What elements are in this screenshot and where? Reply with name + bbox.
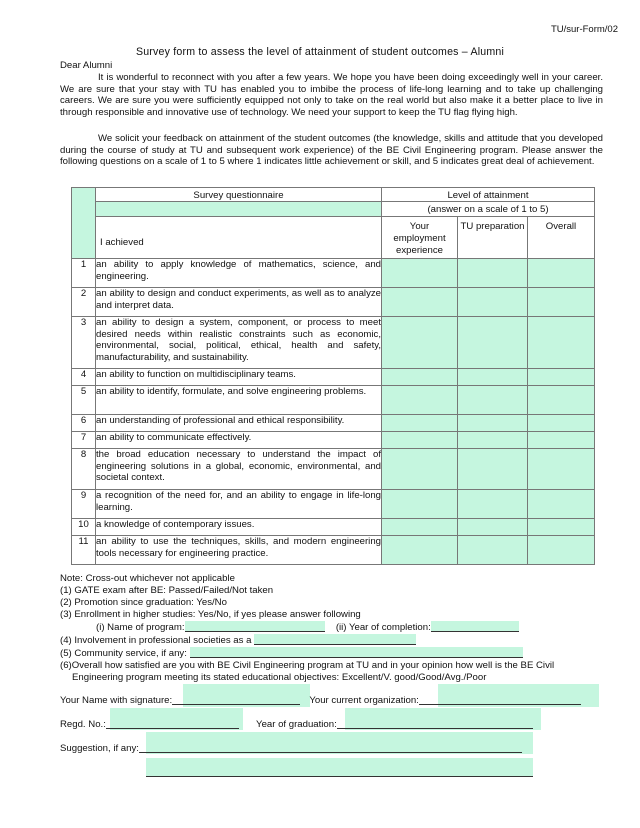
row-number: 5 bbox=[72, 386, 96, 415]
rating-overall[interactable] bbox=[528, 490, 595, 519]
rating-employment[interactable] bbox=[382, 490, 458, 519]
rating-overall[interactable] bbox=[528, 415, 595, 432]
col-overall: Overall bbox=[528, 217, 595, 259]
table-row bbox=[72, 415, 595, 432]
rating-tu[interactable] bbox=[458, 432, 528, 449]
rating-employment[interactable] bbox=[382, 369, 458, 386]
societies-label: (4) Involvement in professional societies as a bbox=[60, 635, 252, 646]
rating-employment[interactable] bbox=[382, 536, 458, 565]
notes-section bbox=[60, 573, 610, 684]
org-label: Your current organization: bbox=[309, 695, 419, 706]
rating-tu[interactable] bbox=[458, 449, 528, 490]
societies-line bbox=[60, 634, 610, 647]
table-corner bbox=[72, 188, 96, 259]
suggestion-label: Suggestion, if any: bbox=[60, 743, 139, 754]
row-number: 6 bbox=[72, 415, 96, 432]
grad-label: Year of graduation: bbox=[256, 719, 337, 730]
name-label: Your Name with signature: bbox=[60, 695, 173, 706]
table-row bbox=[72, 369, 595, 386]
rating-overall[interactable] bbox=[528, 317, 595, 369]
rating-tu[interactable] bbox=[458, 317, 528, 369]
row-question: an ability to apply knowledge of mathematics, science, and engineering. bbox=[96, 259, 382, 288]
rating-employment[interactable] bbox=[382, 386, 458, 415]
rating-tu[interactable] bbox=[458, 536, 528, 565]
row-number: 11 bbox=[72, 536, 96, 565]
rating-tu[interactable] bbox=[458, 369, 528, 386]
note-cross-out: Note: Cross-out whichever not applicable bbox=[60, 573, 235, 584]
row-question: an ability to use the techniques, skills, and modern engineering tools necessary for engineering practice. bbox=[96, 536, 382, 565]
row-number: 1 bbox=[72, 259, 96, 288]
col-tu: TU preparation bbox=[458, 217, 528, 259]
note-satisfied-2: Engineering program meeting its stated educational objectives: Excellent/V. good/Good/Avg./Poor bbox=[72, 672, 487, 683]
rating-employment[interactable] bbox=[382, 259, 458, 288]
rating-employment[interactable] bbox=[382, 519, 458, 536]
row-number: 3 bbox=[72, 317, 96, 369]
rating-tu[interactable] bbox=[458, 288, 528, 317]
name-line bbox=[60, 694, 581, 706]
col-employment: Your employment experience bbox=[382, 217, 458, 259]
row-question: an ability to design and conduct experiments, as well as to analyze and interpret data. bbox=[96, 288, 382, 317]
regd-input[interactable] bbox=[106, 718, 239, 729]
rating-tu[interactable] bbox=[458, 415, 528, 432]
intro-paragraph-2: We solicit your feedback on attainment of the student outcomes (the knowledge, skills and attitude that you developed during the course of study at TU and subsequent work experience) of the BE Civil Engineering program. Please answer the following questions on a scale of 1 to 5 where 1 indicates little achievement or skill, and 5 indicates great deal of achievement. bbox=[60, 133, 603, 168]
table-row bbox=[72, 386, 595, 415]
row-question: an ability to identify, formulate, and solve engineering problems. bbox=[96, 386, 382, 415]
header-scale: (answer on a scale of 1 to 5) bbox=[382, 202, 595, 217]
row-number: 10 bbox=[72, 519, 96, 536]
row-question: an ability to design a system, component, or process to meet desired needs within realistic constraints such as economic, environmental, social, political, ethical, health and safety, manufacturability, and sustainability. bbox=[96, 317, 382, 369]
rating-employment[interactable] bbox=[382, 317, 458, 369]
rating-employment[interactable] bbox=[382, 432, 458, 449]
rating-overall[interactable] bbox=[528, 449, 595, 490]
rating-employment[interactable] bbox=[382, 415, 458, 432]
name-input[interactable] bbox=[172, 694, 300, 705]
year-completion-input[interactable] bbox=[431, 621, 519, 632]
table-row bbox=[72, 519, 595, 536]
year-completion-label: (ii) Year of completion: bbox=[335, 622, 431, 633]
table-row bbox=[72, 432, 595, 449]
header-questionnaire-fill bbox=[96, 202, 382, 217]
community-input[interactable] bbox=[190, 647, 523, 658]
rating-employment[interactable] bbox=[382, 288, 458, 317]
rating-overall[interactable] bbox=[528, 259, 595, 288]
note-satisfied-1: (6)Overall how satisfied are you with BE Civil Engineering program at TU and in your opinion how well is the BE Civil bbox=[60, 660, 555, 671]
header-level: Level of attainment bbox=[382, 188, 595, 202]
rating-tu[interactable] bbox=[458, 259, 528, 288]
rating-tu[interactable] bbox=[458, 386, 528, 415]
community-label: (5) Community service, if any: bbox=[60, 648, 187, 659]
note-gate: (1) GATE exam after BE: Passed/Failed/Not taken bbox=[60, 585, 274, 596]
row-label: I achieved bbox=[96, 217, 382, 259]
rating-employment[interactable] bbox=[382, 449, 458, 490]
row-number: 8 bbox=[72, 449, 96, 490]
suggestion-input[interactable] bbox=[139, 742, 522, 753]
table-row bbox=[72, 449, 595, 490]
community-line bbox=[60, 647, 610, 660]
table-row bbox=[72, 490, 595, 519]
note-promotion: (2) Promotion since graduation: Yes/No bbox=[60, 597, 227, 608]
suggestion-input-2[interactable] bbox=[146, 758, 533, 777]
table-row bbox=[72, 259, 595, 288]
org-input[interactable] bbox=[419, 694, 581, 705]
form-code: TU/sur-Form/02 bbox=[550, 24, 618, 35]
row-question: a recognition of the need for, and an ability to engage in life-long learning. bbox=[96, 490, 382, 519]
grad-input[interactable] bbox=[337, 718, 533, 729]
societies-input[interactable] bbox=[254, 634, 416, 645]
greeting: Dear Alumni bbox=[60, 60, 113, 71]
row-question: an ability to function on multidisciplinary teams. bbox=[96, 369, 382, 386]
row-number: 4 bbox=[72, 369, 96, 386]
header-questionnaire: Survey questionnaire bbox=[96, 188, 382, 202]
row-question: an understanding of professional and ethical responsibility. bbox=[96, 415, 382, 432]
rating-overall[interactable] bbox=[528, 432, 595, 449]
rating-overall[interactable] bbox=[528, 519, 595, 536]
program-line bbox=[60, 621, 610, 634]
program-name-label: (i) Name of program: bbox=[96, 622, 185, 633]
program-name-input[interactable] bbox=[185, 621, 325, 632]
suggestion-line bbox=[60, 742, 522, 754]
table-row bbox=[72, 288, 595, 317]
rating-tu[interactable] bbox=[458, 490, 528, 519]
note-higher-studies: (3) Enrollment in higher studies: Yes/No, if yes please answer following bbox=[60, 609, 361, 620]
row-number: 7 bbox=[72, 432, 96, 449]
rating-overall[interactable] bbox=[528, 386, 595, 415]
row-number: 2 bbox=[72, 288, 96, 317]
rating-overall[interactable] bbox=[528, 369, 595, 386]
table-row bbox=[72, 536, 595, 565]
survey-table bbox=[71, 187, 595, 565]
rating-overall[interactable] bbox=[528, 536, 595, 565]
regd-label: Regd. No.: bbox=[60, 719, 106, 730]
rating-tu[interactable] bbox=[458, 519, 528, 536]
intro-paragraph-1: It is wonderful to reconnect with you after a few years. We hope you have been doing exceedingly well in your career. We are sure that your stay with TU has enabled you to imbibe the process of life-long learning and to take up challenging careers. We are sure you were sufficiently equipped not only to take on the real world but also make it a better place to live in through responsible and innovative use of technology. We need your support to keep the TU flag flying high. bbox=[60, 72, 603, 118]
table-row bbox=[72, 317, 595, 369]
row-question: an ability to communicate effectively. bbox=[96, 432, 382, 449]
page-title: Survey form to assess the level of attainment of student outcomes – Alumni bbox=[135, 46, 505, 58]
row-question: a knowledge of contemporary issues. bbox=[96, 519, 382, 536]
row-number: 9 bbox=[72, 490, 96, 519]
row-question: the broad education necessary to understand the impact of engineering solutions in a global, economic, environmental, and societal context. bbox=[96, 449, 382, 490]
regd-line bbox=[60, 718, 533, 730]
rating-overall[interactable] bbox=[528, 288, 595, 317]
